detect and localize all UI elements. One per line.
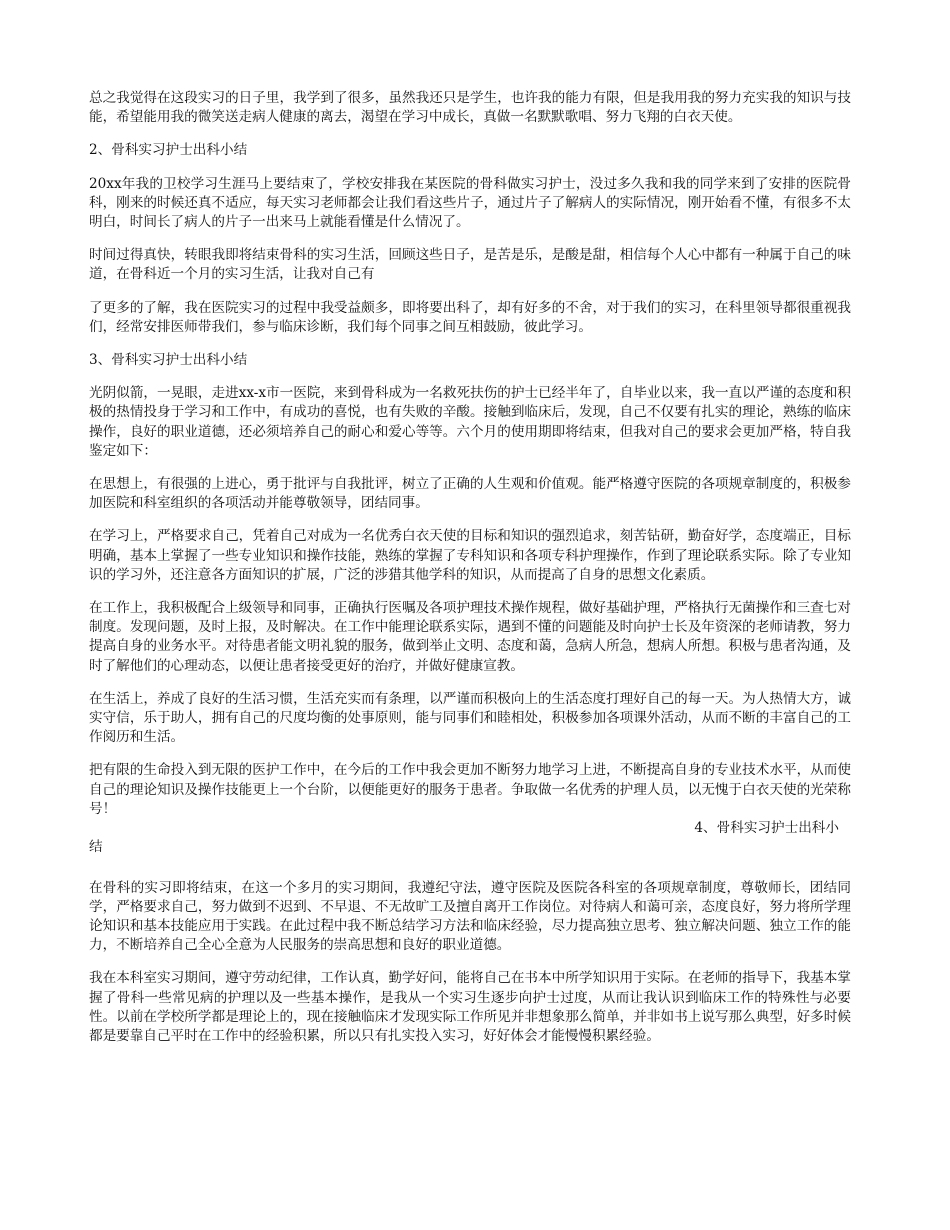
paragraph-6: 在思想上，有很强的上进心，勇于批评与自我批评，树立了正确的人生观和价值观。能严格遵守医院的各项规章制度的，积极参加医院和科室组织的各项活动并能尊敬领导，团结同事。	[89, 476, 851, 512]
paragraph-8: 在工作上，我积极配合上级领导和同事，正确执行医嘱及各项护理技术操作规程，做好基础护理，严格执行无菌操作和三查七对制度。发现问题，及时上报，及时解决。在工作中能理论联系实际，遇到不懂的问题能及时向护士长及年资深的老师请教，努力提高自身的业务水平。对待患者能文明礼貌的服务，做到举止文明、态度和蔼，急病人所急，想病人所想。积极与患者沟通，及时了解他们的心理动态，以便让患者接受更好的治疗，并做好健康宣教。	[89, 600, 851, 674]
section-heading-4-tail: 结	[89, 839, 103, 856]
paragraph-10: 把有限的生命投入到无限的医护工作中，在今后的工作中我会更加不断努力地学习上进，不断提高自身的专业技术水平，从而使自己的理论知识及操作技能更上一个台阶，以便能更好的服务于患者。争取做一名优秀的护理人员，以无愧于白衣天使的光荣称号！	[89, 762, 851, 817]
paragraph-7: 在学习上，严格要求自己，凭着自己对成为一名优秀白衣天使的目标和知识的强烈追求，刻苦钻研，勤奋好学，态度端正，目标明确，基本上掌握了一些专业知识和操作技能，熟练的掌握了专科知识和各项专科护理操作，作到了理论联系实际。除了专业知识的学习外，还注意各方面知识的扩展，广泛的涉猎其他学科的知识，从而提高了自身的思想文化素质。	[89, 528, 851, 583]
section-heading-2: 2、骨科实习护士出科小结	[89, 142, 248, 159]
section-heading-4-head: 4、骨科实习护士出科小	[694, 820, 839, 837]
section-heading-4	[89, 819, 851, 857]
paragraph-3: 时间过得真快，转眼我即将结束骨科的实习生活，回顾这些日子，是苦是乐，是酸是甜，相信每个人心中都有一种属于自己的味道，在骨科近一个月的实习生活，让我对自己有	[89, 247, 851, 283]
paragraph-5: 光阴似箭，一晃眼，走进xx-x市一医院，来到骨科成为一名救死扶伤的护士已经半年了，自毕业以来，我一直以严谨的态度和积极的热情投身于学习和工作中，有成功的喜悦，也有失败的辛酸。接触到临床后，发现，自己不仅要有扎实的理论，熟练的临床操作，良好的职业道德，还必须培养自己的耐心和爱心等等。六个月的使用期即将结束，但我对自己的要求会更加严格，特自我鉴定如下：	[89, 385, 851, 459]
paragraph-12: 我在本科室实习期间，遵守劳动纪律，工作认真，勤学好问，能将自己在书本中所学知识用于实际。在老师的指导下，我基本掌握了骨科一些常见病的护理以及一些基本操作，是我从一个实习生逐步向护士过度，从而让我认识到临床工作的特殊性与必要性。以前在学校所学都是理论上的，现在接触临床才发现实际工作所见并非想象那么简单，并非如书上说写那么典型，好多时候都是要靠自己平时在工作中的经验积累，所以只有扎实投入实习，好好体会才能慢慢积累经验。	[89, 970, 851, 1044]
paragraph-9: 在生活上，养成了良好的生活习惯，生活充实而有条理，以严谨而积极向上的生活态度打理好自己的每一天。为人热情大方，诚实守信，乐于助人，拥有自己的尺度均衡的处事原则，能与同事们和睦相处，积极参加各项课外活动，从而不断的丰富自己的工作阅历和生活。	[89, 690, 851, 746]
paragraph-4: 了更多的了解，我在医院实习的过程中我受益颇多，即将要出科了，却有好多的不舍，对于我们的实习，在科里领导都很重视我们，经常安排医师带我们，参与临床诊断，我们每个同事之间互相鼓励，彼此学习。	[89, 299, 851, 335]
paragraph-1: 总之我觉得在这段实习的日子里，我学到了很多，虽然我还只是学生，也许我的能力有限，但是我用我的努力充实我的知识与技能，希望能用我的微笑送走病人健康的离去，渴望在学习中成长，真做一名默默歌唱、努力飞翔的白衣天使。	[89, 90, 851, 126]
paragraph-2: 20xx年我的卫校学习生涯马上要结束了，学校安排我在某医院的骨科做实习护士，没过多久我和我的同学来到了安排的医院骨科，刚来的时候还真不适应，每天实习老师都会让我们看这些片子，通过片子了解病人的实际情况，刚开始看不懂，有很多不太明白，时间长了病人的片子一出来马上就能看懂是什么情况了。	[89, 175, 851, 231]
document-body	[89, 89, 851, 1060]
section-heading-3: 3、骨科实习护士出科小结	[89, 352, 248, 369]
paragraph-11: 在骨科的实习即将结束，在这一个多月的实习期间，我遵纪守法，遵守医院及医院各科室的各项规章制度，尊敬师长，团结同学，严格要求自己，努力做到不迟到、不早退、不无故旷工及擅自离开工作岗位。对待病人和蔼可亲，态度良好，努力将所学理论知识和基本技能应用于实践。在此过程中我不断总结学习方法和临床经验，尽力提高独立思考、独立解决问题、独立工作的能力，不断培养自己全心全意为人民服务的崇高思想和良好的职业道德。	[89, 879, 851, 954]
